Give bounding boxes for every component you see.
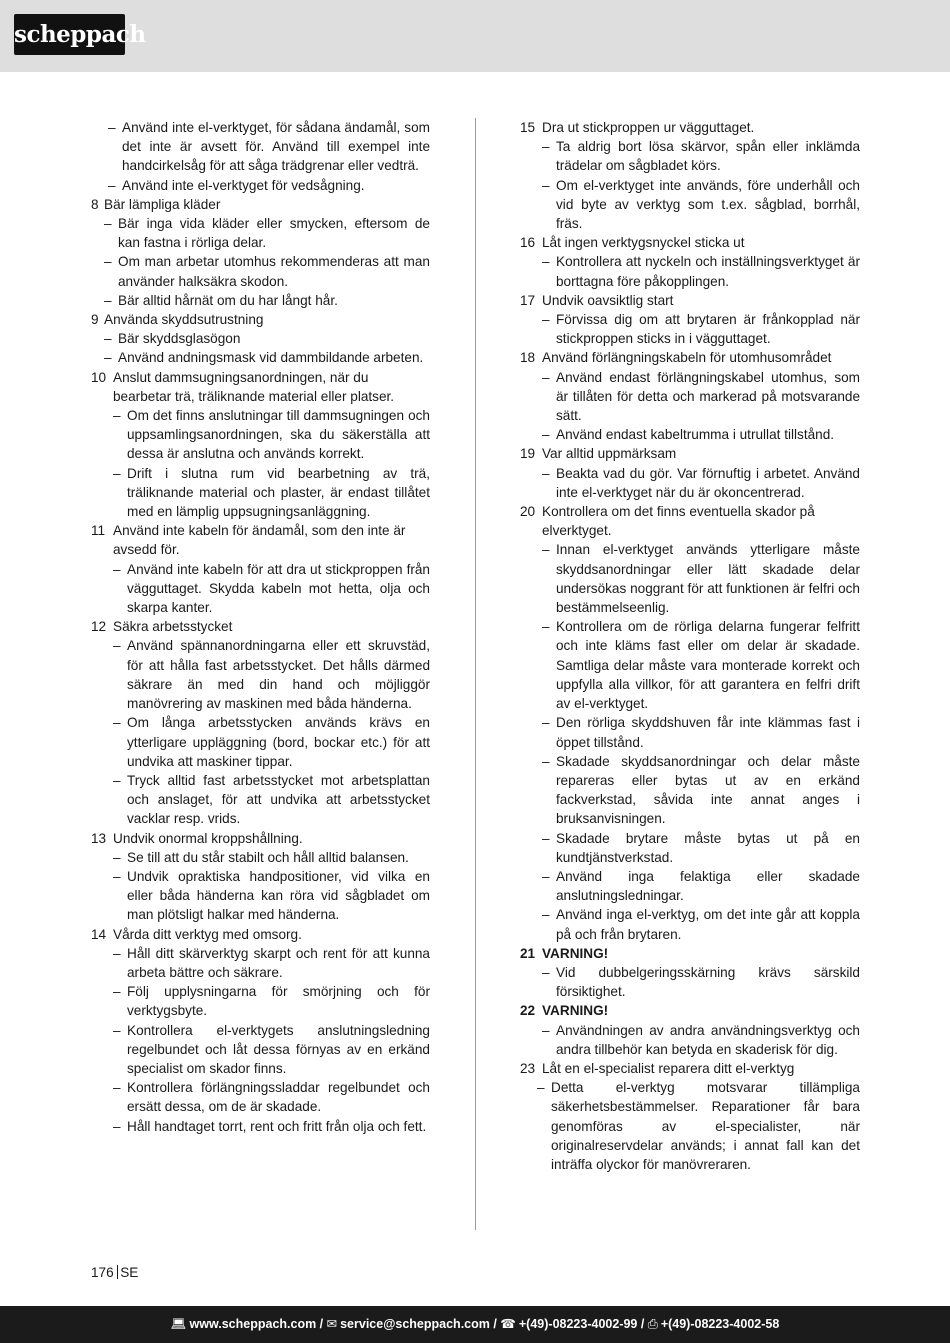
- bullet-item: [113, 867, 430, 925]
- dash-marker: –: [113, 849, 125, 865]
- section-title: Kontrollera om det finns eventuella skador på elverktyget.: [542, 504, 815, 539]
- section-17: [520, 291, 860, 349]
- bullet-item: [113, 982, 430, 1020]
- phone-icon: ☎︎: [500, 1317, 516, 1331]
- bullet-text: Förvissa dig om att brytaren är frånkopplad när stickproppen sticks in i vägguttaget.: [556, 312, 860, 347]
- bullet-text: Ta aldrig bort lösa skärvor, spån eller inklämda trädelar om sågbladet körs.: [556, 139, 860, 174]
- dash-marker: –: [542, 465, 554, 481]
- dash-marker: –: [113, 945, 125, 961]
- bullet-text: Undvik opraktiska handpositioner, vid vilka en eller båda händerna kan röra vid sågbladet om man plötsligt halkar med händerna.: [127, 868, 430, 923]
- bullet-text: Om långa arbetsstycken används krävs en ytterligare uppläggning (bord, bockar etc.) för att undvika att maskiner tippar.: [127, 715, 430, 769]
- bullet-text: Den rörliga skyddshuven får inte klämmas fast i öppet tillstånd.: [556, 715, 860, 750]
- section-heading: [91, 829, 430, 848]
- dash-marker: –: [542, 619, 554, 635]
- section-title: VARNING!: [542, 1003, 609, 1019]
- left-column: [91, 118, 430, 1136]
- bullet-item: [113, 464, 430, 522]
- section-number: 18: [520, 350, 536, 366]
- bullet-item: [104, 348, 430, 367]
- dash-marker: –: [108, 120, 120, 135]
- section-number: 16: [520, 235, 536, 251]
- page-number: 176 SE: [91, 1265, 139, 1280]
- section-number: 21: [520, 945, 536, 961]
- section-heading: [520, 118, 860, 137]
- section-15: [520, 118, 860, 233]
- bullet-text: Se till att du står stabilt och håll alltid balansen.: [127, 849, 409, 865]
- bullet-text: Skadade brytare måste bytas ut på en kundtjänstverkstad.: [556, 830, 860, 865]
- section-number: 19: [520, 446, 536, 462]
- section-title: Dra ut stickproppen ur vägguttaget.: [542, 120, 755, 135]
- section-number: 22: [520, 1003, 536, 1019]
- dash-marker: –: [104, 216, 116, 232]
- bullet-item: [542, 829, 860, 867]
- bullet-text: Använd andningsmask vid dammbildande arbeten.: [118, 350, 424, 366]
- dash-marker: –: [542, 753, 554, 769]
- section-heading: [91, 617, 430, 636]
- section-number: 13: [91, 830, 107, 846]
- bullet-text: Kontrollera om de rörliga delarna fungerar felfritt och inte kläms fast eller om delar är skadade. Samtliga delar måste vara monterade korrekt och uppfylla alla villkor, för att garantera en felfri drift av el-verktyget.: [556, 619, 860, 712]
- dash-marker: –: [113, 772, 125, 788]
- section-title: Använd inte kabeln för ändamål, som den inte är avsedd för.: [113, 523, 406, 558]
- section-number: 11: [91, 523, 106, 539]
- dash-marker: –: [542, 177, 554, 193]
- section-12: [91, 617, 430, 828]
- bullet-item: [542, 617, 860, 713]
- section-heading: [520, 502, 860, 540]
- section-heading: [91, 195, 430, 214]
- bullet-text: Håll handtaget torrt, rent och fritt från olja och fett.: [127, 1118, 427, 1134]
- section-title: Vårda ditt verktyg med omsorg.: [113, 926, 302, 942]
- section-heading: [520, 1059, 860, 1078]
- section-number: 12: [91, 619, 107, 635]
- section-title: Undvik oavsiktlig start: [542, 292, 674, 308]
- bullet-text: Använd inte el-verktyget, för sådana ändamål, som det inte är avsett för. Använd till exempel inte handcirkelsåg för att såga trädgrenar eller vedträ.: [122, 120, 430, 174]
- page-header: [0, 0, 950, 72]
- bullet-item: [113, 560, 430, 618]
- section-heading: [520, 291, 860, 310]
- bullet-text: Använd inga el-verktyg, om det inte går att koppla på och från brytaren.: [556, 907, 860, 942]
- bullet-item: [104, 252, 430, 290]
- bullet-item: [108, 176, 430, 195]
- section-11: [91, 521, 430, 617]
- footer-phone: +(49)-08223-4002-99: [518, 1317, 638, 1331]
- section-18: [520, 348, 860, 444]
- mail-icon: ✉︎: [326, 1317, 338, 1331]
- section-number: 23: [520, 1060, 536, 1076]
- dash-marker: –: [542, 868, 554, 884]
- bullet-item: [542, 252, 860, 290]
- dash-marker: –: [104, 254, 116, 270]
- bullet-text: Om man arbetar utomhus rekommenderas att man använder halksäkra skodon.: [118, 254, 430, 289]
- bullet-text: Använd endast förlängningskabel utomhus, som är tillåten för detta och markerad på motsvarande sätt.: [556, 369, 860, 424]
- bullet-item: [542, 713, 860, 751]
- dash-marker: –: [108, 177, 120, 193]
- bullet-text: Använd endast kabeltrumma i utrullat tillstånd.: [556, 427, 835, 443]
- bullet-text: Använd inga felaktiga eller skadade anslutningsledningar.: [556, 868, 860, 904]
- bullet-item: [542, 867, 860, 905]
- section-number: 15: [520, 120, 536, 135]
- bullet-item: [104, 214, 430, 252]
- scheppach-logo: scheppach: [14, 14, 125, 55]
- section-number: 8: [91, 196, 99, 212]
- dash-marker: –: [542, 254, 554, 270]
- dash-marker: –: [542, 312, 554, 328]
- bullet-item: [104, 291, 430, 310]
- bullet-item: [104, 329, 430, 348]
- section-number: 14: [91, 926, 107, 942]
- page-footer: 💻︎ www.scheppach.com / ✉︎ service@scheppach.com / ☎︎ +(49)-08223-4002-99 / ⎙︎ +(49)-08223-4002-58: [0, 1306, 950, 1343]
- footer-web[interactable]: www.scheppach.com: [189, 1317, 317, 1331]
- bullet-item: [113, 406, 430, 464]
- section-title: Undvik onormal kroppshållning.: [113, 830, 303, 846]
- bullet-item: [113, 771, 430, 829]
- section-title: Använda skyddsutrustning: [104, 312, 264, 328]
- bullet-text: Kontrollera att nyckeln och inställningsverktyget är borttagna före påkopplingen.: [556, 254, 860, 289]
- bullet-text: Använd inte el-verktyget för vedsågning.: [122, 177, 365, 193]
- section-heading: [91, 310, 430, 329]
- section-intro: [91, 118, 430, 195]
- section-title: Bär lämpliga kläder: [104, 196, 221, 212]
- bullet-item: [113, 848, 430, 867]
- dash-marker: –: [113, 1080, 125, 1096]
- footer-email[interactable]: service@scheppach.com: [340, 1317, 490, 1331]
- section-title: Låt ingen verktygsnyckel sticka ut: [542, 235, 745, 251]
- bullet-text: Användningen av andra användningsverktyg och andra tillbehör kan betyda en skaderisk för dig.: [556, 1022, 860, 1057]
- section-16: [520, 233, 860, 291]
- section-22: [520, 1001, 860, 1059]
- section-13: [91, 829, 430, 925]
- dash-marker: –: [542, 139, 554, 155]
- bullet-text: Om det finns anslutningar till dammsugningen och uppsamlingsanordningen, ska du säkerställa att dessa är anslutna och används korrekt.: [127, 408, 430, 462]
- bullet-text: Håll ditt skärverktyg skarpt och rent för att kunna arbeta bättre och säkrare.: [127, 945, 430, 980]
- section-23: [520, 1059, 860, 1174]
- section-heading: [91, 521, 430, 559]
- dash-marker: –: [104, 292, 116, 308]
- bullet-item: [542, 137, 860, 175]
- section-heading: [520, 348, 860, 367]
- section-20: [520, 502, 860, 944]
- section-title: Var alltid uppmärksam: [542, 446, 677, 462]
- bullet-text: Kontrollera el-verktygets anslutningsledning regelbundet och låt dessa förnyas av en erkänd specialist om skador finns.: [127, 1022, 430, 1076]
- bullet-text: Använd inte kabeln för att dra ut stickproppen från vägguttaget. Skydda kabeln mot hetta, olja och skarpa kanter.: [127, 561, 430, 616]
- dash-marker: –: [542, 964, 554, 980]
- bullet-text: Bär inga vida kläder eller smycken, eftersom de kan fastna i rörliga delar.: [118, 216, 430, 251]
- section-title: Använd förlängningskabeln för utomhusområdet: [542, 350, 832, 366]
- column-divider: [475, 118, 476, 1230]
- dash-marker: –: [113, 638, 125, 654]
- section-number: 10: [91, 369, 107, 385]
- bullet-item: [113, 713, 430, 771]
- bullet-item: [542, 425, 860, 444]
- dash-marker: –: [542, 369, 554, 385]
- bullet-item: [542, 464, 860, 502]
- bullet-item: [542, 310, 860, 348]
- dash-marker: –: [542, 715, 554, 731]
- section-heading: [520, 1001, 860, 1020]
- bullet-item: [542, 176, 860, 234]
- dash-marker: –: [113, 1118, 125, 1134]
- section-title: Anslut dammsugningsanordningen, när du bearbetar trä, träliknande material eller platser.: [113, 369, 395, 404]
- bullet-text: Innan el-verktyget används ytterligare måste skyddsanordningar eller lätt skadade delar undersökas noggrant för att funktionen är felfri och bestämmelseenlig.: [556, 542, 860, 616]
- dash-marker: –: [113, 1022, 125, 1038]
- section-10: [91, 368, 430, 522]
- dash-marker: –: [113, 984, 125, 1000]
- dash-marker: –: [542, 542, 554, 558]
- bullet-item: [113, 636, 430, 713]
- dash-marker: –: [537, 1080, 549, 1096]
- dash-marker: –: [113, 465, 125, 481]
- bullet-text: Vid dubbelgeringsskärning krävs särskild försiktighet.: [556, 964, 860, 1000]
- dash-marker: –: [113, 561, 125, 577]
- section-heading: [520, 233, 860, 252]
- bullet-item: [542, 1021, 860, 1059]
- section-number: 20: [520, 504, 536, 520]
- bullet-item: [542, 905, 860, 943]
- dash-marker: –: [542, 907, 554, 923]
- section-heading: [520, 944, 860, 963]
- computer-icon: 💻︎: [170, 1317, 187, 1331]
- bullet-text: Kontrollera förlängningssladdar regelbundet och ersätt dessa, om de är skadade.: [127, 1080, 430, 1115]
- bullet-item: [537, 1078, 860, 1174]
- bullet-item: [113, 1078, 430, 1116]
- dash-marker: –: [542, 830, 554, 846]
- section-21: [520, 944, 860, 1002]
- bullet-text: Bär alltid hårnät om du har långt hår.: [118, 292, 338, 308]
- dash-marker: –: [542, 427, 554, 443]
- dash-marker: –: [104, 350, 116, 366]
- section-title: VARNING!: [542, 945, 609, 961]
- bullet-text: Detta el-verktyg motsvarar tillämpliga säkerhetsbestämmelser. Reparationer får bara genomföras av el-specialister, när originalreservdelar används; i annat fall kan det inträffa olyckor för manövreraren.: [551, 1080, 860, 1172]
- section-19: [520, 444, 860, 502]
- dash-marker: –: [113, 868, 125, 884]
- bullet-item: [108, 118, 430, 176]
- section-title: Säkra arbetsstycket: [113, 619, 233, 635]
- bullet-text: Drift i slutna rum vid bearbetning av trä, träliknande material och plaster, är endast tillåtet med en lämplig uppsugningsanläggning.: [127, 465, 430, 520]
- bullet-text: Skadade skyddsanordningar och delar måste repareras eller bytas ut av en erkänd fackverkstad, såvida inte annat anges i bruksanvisningen.: [556, 753, 860, 827]
- bullet-text: Använd spännanordningarna eller ett skruvstäd, för att hålla fast arbetsstycket. Det hålls därmed säkrare än med din hand och möjliggör manövrering av maskinen med båda händerna.: [127, 638, 430, 712]
- section-14: [91, 925, 430, 1136]
- dash-marker: –: [542, 1022, 554, 1038]
- bullet-text: Tryck alltid fast arbetsstycket mot arbetsplattan och anslaget, för att undvika att arbetsstycket vacklar resp. vrids.: [127, 772, 430, 827]
- section-title: Låt en el-specialist reparera ditt el-verktyg: [542, 1060, 795, 1076]
- section-heading: [91, 925, 430, 944]
- bullet-text: Bär skyddsglasögon: [118, 331, 241, 347]
- bullet-item: [542, 368, 860, 426]
- section-9: [91, 310, 430, 368]
- bullet-item: [113, 944, 430, 982]
- bullet-item: [542, 963, 860, 1001]
- section-8: [91, 195, 430, 310]
- right-column: [520, 118, 860, 1174]
- fax-icon: ⎙︎: [647, 1317, 658, 1331]
- section-heading: [520, 444, 860, 463]
- section-number: 17: [520, 292, 536, 308]
- bullet-item: [113, 1021, 430, 1079]
- section-number: 9: [91, 312, 99, 328]
- bullet-item: [113, 1117, 430, 1136]
- bullet-text: Om el-verktyget inte används, före underhåll och vid byte av verktyg som t.ex. sågblad, borrhål, fräs.: [556, 177, 860, 232]
- bullet-text: Beakta vad du gör. Var förnuftig i arbetet. Använd inte el-verktyget när du är okoncentrerad.: [556, 465, 860, 500]
- dash-marker: –: [104, 331, 116, 347]
- dash-marker: –: [113, 408, 125, 424]
- bullet-text: Följ upplysningarna för smörjning och för verktygsbyte.: [127, 984, 430, 1019]
- bullet-item: [542, 752, 860, 829]
- dash-marker: –: [113, 715, 125, 731]
- footer-fax: +(49)-08223-4002-58: [660, 1317, 780, 1331]
- bullet-item: [542, 540, 860, 617]
- section-heading: [91, 368, 430, 406]
